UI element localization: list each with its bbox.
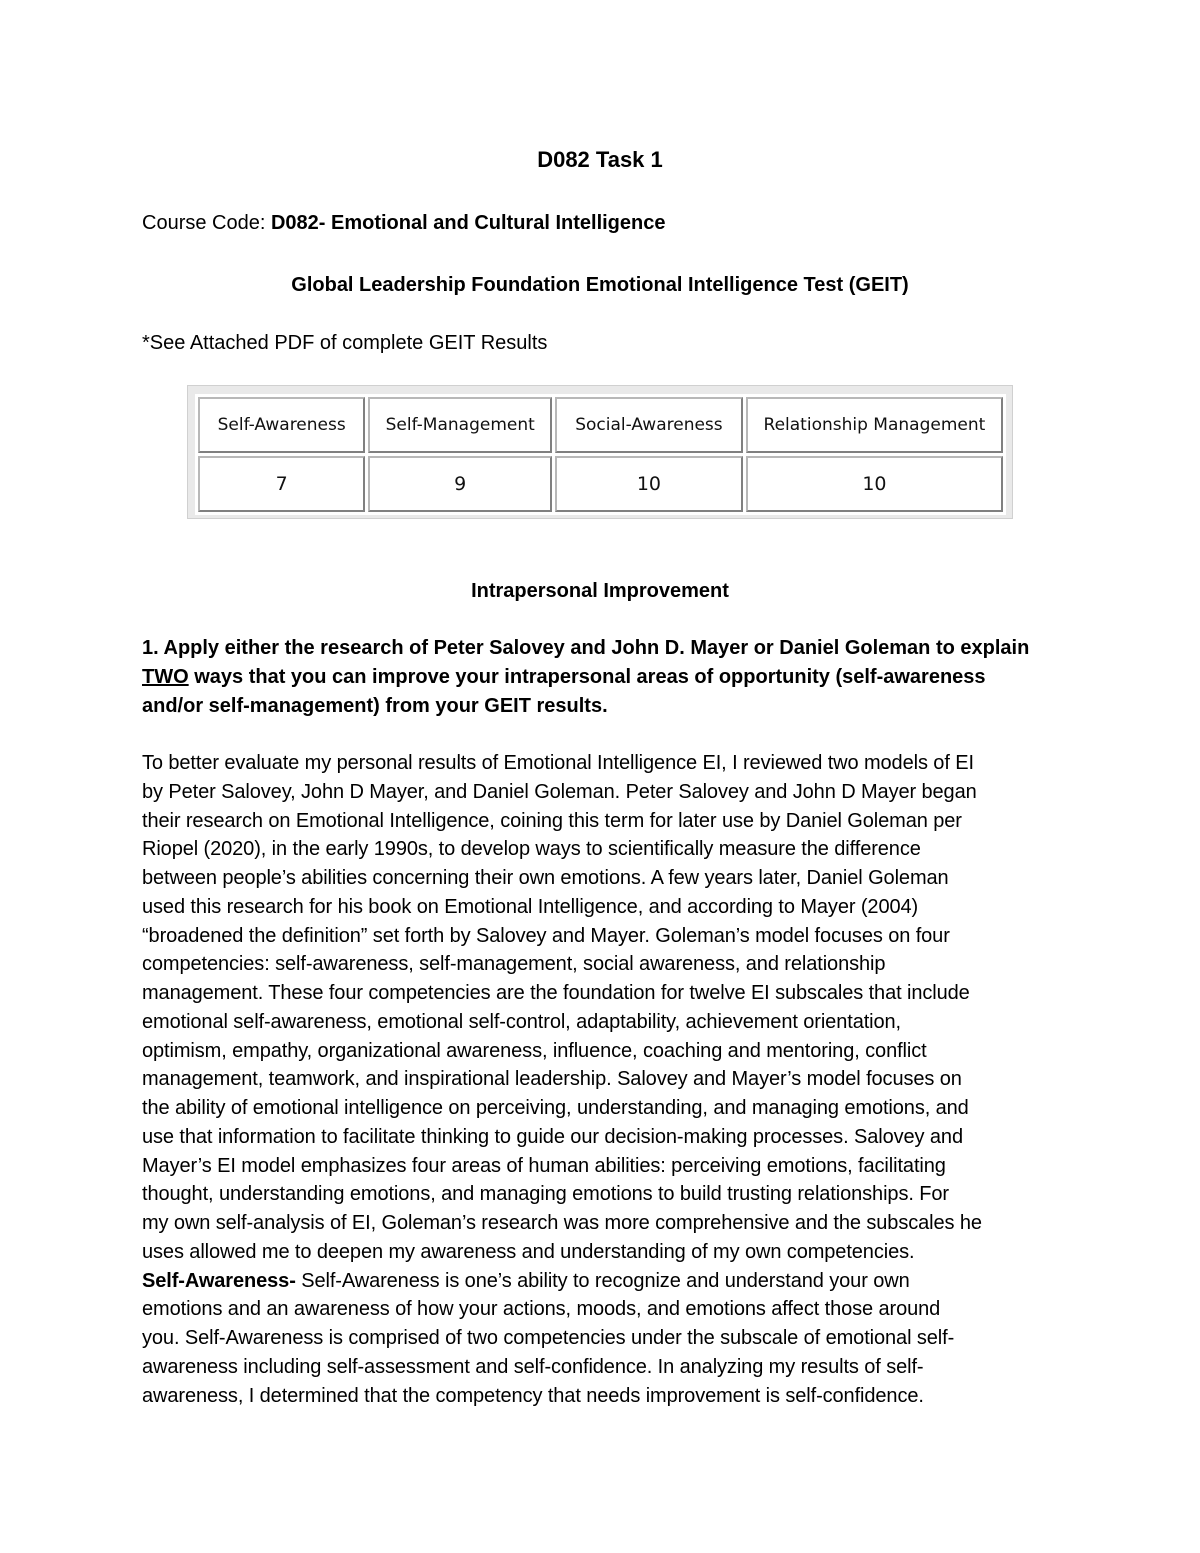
body-line: emotional self-awareness, emotional self-control, adaptability, achievement orientation, [142,1010,902,1033]
body-line: optimism, empathy, organizational awareness, influence, coaching and mentoring, conflict [142,1039,927,1062]
course-code-line [142,210,665,236]
body-line: To better evaluate my personal results of Emotional Intelligence EI, I reviewed two models of EI [142,752,974,774]
question-line-1: 1. Apply either the research of Peter Salovey and John D. Mayer or Daniel Goleman to explain [142,637,1030,659]
body-line: awareness including self-assessment and self-confidence. In analyzing my results of self- [142,1355,924,1378]
score-table [195,394,1006,515]
attachment-note: *See Attached PDF of complete GEIT Results [142,332,548,354]
section-heading: Intrapersonal Improvement [471,580,729,602]
question-line-2: ways that you can improve your intrapersonal areas of opportunity (self-awareness [188,666,986,688]
document-title: D082 Task 1 [537,147,663,172]
body-line: use that information to facilitate thinking to guide our decision-making processes. Salovey and [142,1125,963,1148]
value-self-awareness: 7 [198,456,365,512]
body-line: between people’s abilities concerning their own emotions. A few years later, Daniel Goleman [142,867,949,889]
body-line: management, teamwork, and inspirational leadership. Salovey and Mayer’s model focuses on [142,1068,962,1091]
score-value-row [198,456,1003,512]
self-awareness-text: Self-Awareness is one’s ability to recognize and understand your own [295,1269,910,1292]
body-line: management. These four competencies are the foundation for twelve EI subscales that include [142,982,970,1004]
body-line: my own self-analysis of EI, Goleman’s research was more comprehensive and the subscales he [142,1212,982,1234]
value-relationship-management: 10 [746,456,1003,512]
body-line: used this research for his book on Emotional Intelligence, and according to Mayer (2004) [142,895,919,918]
course-code-value: D082- Emotional and Cultural Intelligence [270,212,666,234]
question-emphasis: TWO [142,666,189,688]
question-prompt [142,634,1072,721]
body-line: Mayer’s EI model emphasizes four areas of human abilities: perceiving emotions, facilitating [142,1154,946,1177]
value-social-awareness: 10 [555,456,743,512]
body-line: awareness, I determined that the competency that needs improvement is self-confidence. [142,1384,924,1407]
body-line: by Peter Salovey, John D Mayer, and Daniel Goleman. Peter Salovey and John D Mayer began [142,780,977,803]
body-line: emotions and an awareness of how your actions, moods, and emotions affect those around [142,1298,941,1321]
value-self-management: 9 [368,456,552,512]
header-relationship-management: Relationship Management [746,397,1003,453]
body-line: Riopel (2020), in the early 1990s, to develop ways to scientifically measure the difference [142,838,921,861]
body-line: you. Self-Awareness is comprised of two competencies under the subscale of emotional self- [142,1327,955,1349]
self-awareness-label: Self-Awareness- [142,1269,296,1292]
question-line-3: and/or self-management) from your GEIT results. [142,695,608,717]
body-line: “broadened the definition” set forth by Salovey and Mayer. Goleman’s model focuses on four [142,924,950,947]
score-header-row [198,397,1003,453]
geit-score-table [187,385,1013,519]
essay-body [142,749,1072,1410]
test-subtitle: Global Leadership Foundation Emotional Intelligence Test (GEIT) [291,274,909,296]
body-line: thought, understanding emotions, and managing emotions to build trusting relationships. For [142,1183,949,1206]
course-code-label: Course Code: [142,212,271,234]
header-self-awareness: Self-Awareness [198,397,365,453]
header-self-management: Self-Management [368,397,552,453]
header-social-awareness: Social-Awareness [555,397,743,453]
body-line: the ability of emotional intelligence on perceiving, understanding, and managing emotions, and [142,1097,969,1119]
self-awareness-line [142,1267,1072,1296]
body-line: their research on Emotional Intelligence, coining this term for later use by Daniel Goleman per [142,809,962,832]
body-line: competencies: self-awareness, self-management, social awareness, and relationship [142,953,886,976]
body-line: uses allowed me to deepen my awareness and understanding of my own competencies. [142,1240,915,1263]
